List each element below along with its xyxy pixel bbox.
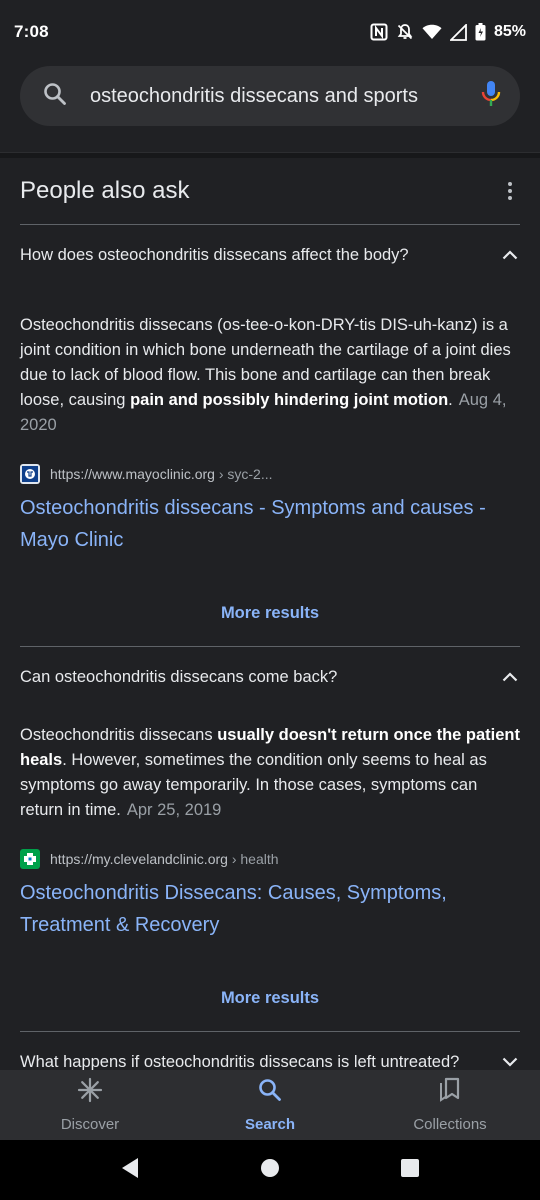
battery-percent: 85% (493, 23, 526, 40)
battery-icon (475, 23, 486, 41)
paa-item (20, 225, 520, 647)
system-navigation-bar (0, 1140, 540, 1200)
cell-signal-icon (450, 24, 467, 41)
source-row[interactable] (20, 849, 520, 869)
answer-part: . (448, 391, 453, 409)
answer-part: . However, sometimes the condition only seems to heal as symptoms go away temporarily. In those cases, symptoms can return in time. (20, 751, 487, 819)
people-also-ask (20, 158, 520, 1093)
result-title-link[interactable]: Osteochondritis dissecans - Symptoms and causes - Mayo Clinic (20, 497, 486, 551)
nav-search[interactable] (200, 1077, 340, 1133)
more-results-button[interactable]: More results (220, 604, 320, 622)
question-text: What happens if osteochondritis dissecans is left untreated? (20, 1052, 460, 1071)
cleveland-clinic-favicon-icon (20, 849, 40, 869)
source-url (50, 466, 273, 482)
paa-header (20, 158, 520, 224)
source-crumb: › syc-2... (214, 466, 273, 482)
search-icon (42, 81, 68, 112)
nav-collections[interactable] (380, 1077, 520, 1133)
chevron-up-icon (500, 667, 520, 687)
answer-date: Aug 4, 2020 (20, 391, 507, 434)
recents-icon[interactable] (400, 1158, 420, 1183)
answer-highlight: pain and possibly hindering joint motion (130, 391, 449, 409)
collections-bookmark-icon (437, 1077, 463, 1108)
nav-discover[interactable] (20, 1077, 160, 1133)
paa-title: People also ask (20, 177, 190, 204)
chevron-up-icon (500, 245, 520, 265)
question-text: Can osteochondritis dissecans come back? (20, 667, 338, 686)
paa-question-2[interactable] (20, 647, 520, 707)
search-input[interactable]: osteochondritis dissecans and sports (90, 84, 418, 107)
nav-label: Discover (60, 1116, 120, 1133)
source-url (50, 851, 279, 867)
nfc-icon (370, 23, 388, 41)
search-bar[interactable] (20, 66, 520, 126)
answer-text (20, 313, 520, 438)
answer-highlight: usually doesn't return once the patient heals (20, 726, 520, 769)
question-text: How does osteochondritis dissecans affect the body? (20, 245, 409, 264)
mute-notifications-icon (396, 23, 414, 41)
answer-text (20, 723, 520, 823)
source-domain: https://my.clevelandclinic.org (50, 851, 228, 867)
mayo-clinic-favicon-icon (20, 464, 40, 484)
paa-question-1[interactable] (20, 225, 520, 285)
source-domain: https://www.mayoclinic.org (50, 466, 215, 482)
more-options-icon[interactable] (500, 179, 520, 203)
nav-label: Collections (413, 1116, 487, 1133)
status-icons (370, 23, 526, 41)
paa-item (20, 647, 520, 1032)
result-title-link[interactable]: Osteochondritis Dissecans: Causes, Symptoms, Treatment & Recovery (20, 882, 447, 936)
bottom-navigation (0, 1070, 540, 1140)
status-bar (0, 0, 540, 64)
answer-date: Apr 25, 2019 (126, 801, 222, 819)
source-crumb: › health (227, 851, 279, 867)
answer-part: Osteochondritis dissecans (20, 726, 218, 744)
wifi-icon (422, 24, 442, 40)
back-icon[interactable] (120, 1157, 140, 1184)
nav-label: Search (244, 1116, 296, 1133)
microphone-icon[interactable] (480, 79, 502, 114)
answer-part: Osteochondritis dissecans (os-tee-o-kon-DRY-tis DIS-uh-kanz) is a joint condition in which bone underneath the cartilage of a joint dies due to lack of blood flow. This bone and cartilage can then break loose, causing (20, 316, 511, 409)
discover-asterisk-icon (77, 1077, 103, 1108)
chevron-down-icon (500, 1052, 520, 1072)
source-row[interactable] (20, 464, 520, 484)
home-icon[interactable] (260, 1158, 280, 1183)
status-time: 7:08 (14, 22, 49, 41)
more-results-button[interactable]: More results (220, 989, 320, 1007)
search-icon (257, 1077, 283, 1108)
